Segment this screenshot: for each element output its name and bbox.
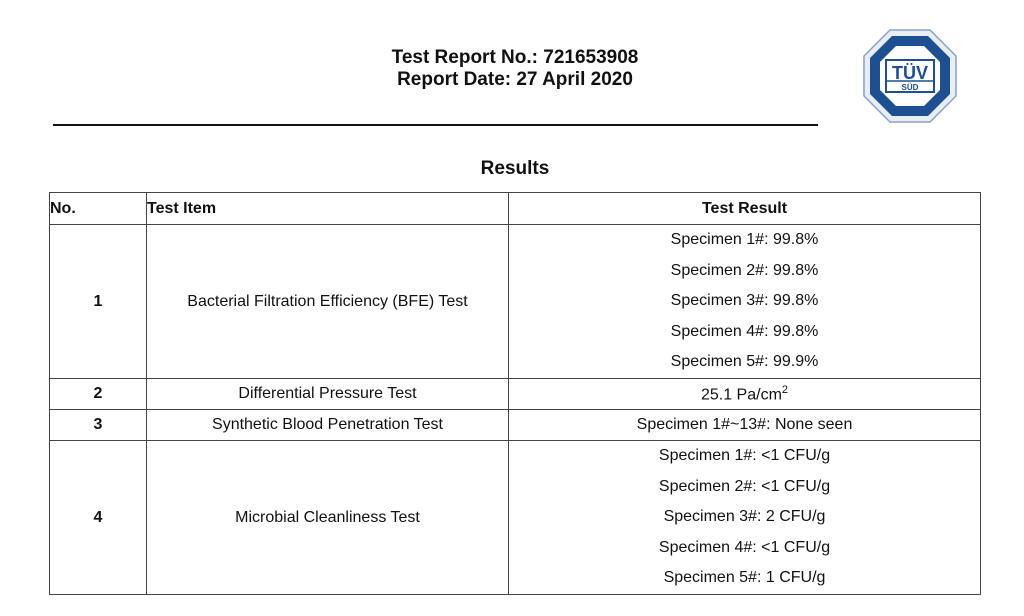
header-test-item: Test Item [147,193,509,225]
header-test-result: Test Result [509,193,981,225]
test-result [509,441,981,595]
results-table [49,192,981,595]
specimen-result: Specimen 5#: 99.9% [670,353,819,371]
specimen-result: Specimen 1#: <1 CFU/g [658,447,831,465]
test-item: Bacterial Filtration Efficiency (BFE) Test [147,225,509,379]
table-header-row [50,193,981,225]
row-number: 4 [50,441,147,595]
report-number: Test Report No.: 721653908 [391,47,639,68]
test-item: Synthetic Blood Penetration Test [147,410,509,441]
test-item: Microbial Cleanliness Test [147,441,509,595]
header-divider [53,124,818,126]
specimen-result: Specimen 4#: 99.8% [670,322,819,340]
table-row [50,379,981,410]
specimen-result: Specimen 2#: <1 CFU/g [658,477,831,495]
test-result [509,379,981,410]
specimen-result: Specimen 4#: <1 CFU/g [658,538,831,556]
specimen-result: Specimen 1#: 99.8% [670,231,819,249]
table-row [50,225,981,379]
results-heading: Results [480,158,550,179]
row-number: 3 [50,410,147,441]
row-number: 1 [50,225,147,379]
test-item: Differential Pressure Test [147,379,509,410]
table-row [50,410,981,441]
test-result: Specimen 1#~13#: None seen [509,410,981,441]
pressure-value: 25.1 Pa/cm [700,386,782,404]
row-number: 2 [50,379,147,410]
specimen-result: Specimen 5#: 1 CFU/g [663,569,826,587]
table-row [50,441,981,595]
report-date: Report Date: 27 April 2020 [397,69,633,90]
specimen-result: Specimen 3#: 99.8% [670,292,819,310]
specimen-result: Specimen 2#: 99.8% [670,261,819,279]
header-no: No. [50,193,147,225]
pressure-unit-exponent: 2 [781,383,789,396]
logo-text-top: TÜV [892,63,928,83]
specimen-result: Specimen 3#: 2 CFU/g [663,508,826,526]
tuv-sud-logo-icon [862,28,958,124]
logo-text-bottom: SÜD [901,83,919,92]
test-result [509,225,981,379]
tuv-sud-logo [862,28,958,124]
